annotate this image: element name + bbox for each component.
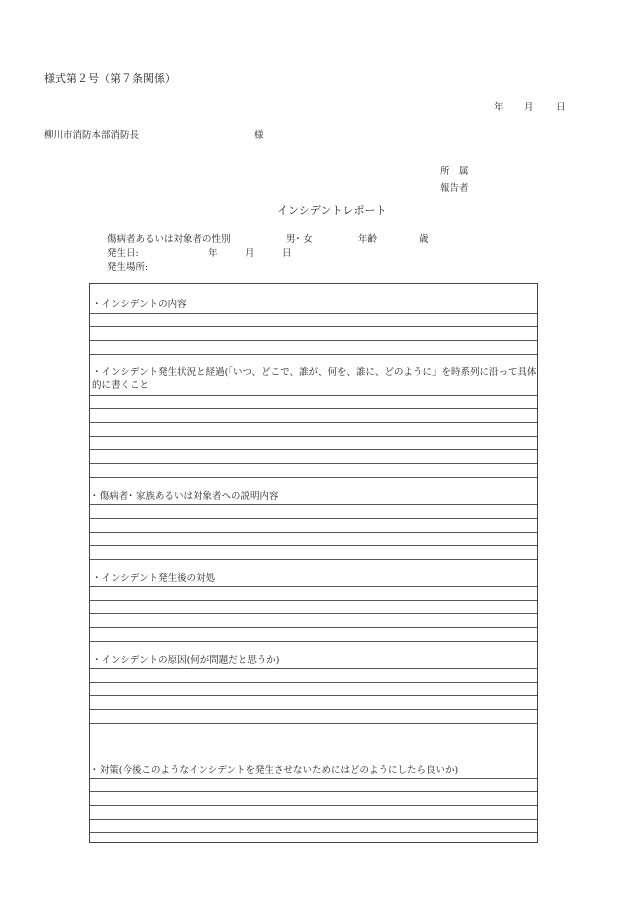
write-line <box>90 436 537 437</box>
write-line <box>90 819 537 820</box>
write-line <box>90 668 537 669</box>
write-line <box>90 532 537 533</box>
write-line <box>90 832 537 833</box>
write-line <box>90 518 537 519</box>
reporter-label: 報告者 <box>440 183 469 194</box>
write-line <box>90 723 537 724</box>
occurrence-date-label: 発生日: <box>107 248 139 259</box>
write-line <box>90 641 537 642</box>
write-line <box>90 791 537 792</box>
write-line <box>90 545 537 546</box>
write-line <box>90 586 537 587</box>
age-unit: 歳 <box>419 234 429 245</box>
write-line <box>90 395 537 396</box>
write-line <box>90 340 537 341</box>
occurrence-place-label: 発生場所: <box>107 262 149 273</box>
section-label-cause: ・インシデントの原因(何が問題だと思うか) <box>92 655 280 666</box>
write-line <box>90 477 537 478</box>
write-line <box>90 613 537 614</box>
write-line <box>90 709 537 710</box>
occurrence-month-label: 月 <box>245 248 255 259</box>
write-line <box>90 313 537 314</box>
write-line <box>90 778 537 779</box>
write-line <box>90 805 537 806</box>
write-line <box>90 422 537 423</box>
report-form-box <box>89 283 538 843</box>
date-day-label: 日 <box>556 102 566 113</box>
write-line <box>90 408 537 409</box>
write-line <box>90 504 537 505</box>
write-line <box>90 354 537 355</box>
write-line <box>90 600 537 601</box>
form-number: 様式第２号（第７条関係） <box>44 72 176 85</box>
date-month-label: 月 <box>524 102 534 113</box>
addressee-honorific: 様 <box>254 130 264 141</box>
write-line <box>90 627 537 628</box>
affiliation-label: 所 属 <box>440 166 469 177</box>
addressee-name: 柳川市消防本部消防長 <box>44 130 140 141</box>
section-label-content: ・インシデントの内容 <box>92 299 187 310</box>
section-label-response: ・インシデント発生後の対処 <box>92 573 216 584</box>
occurrence-year-label: 年 <box>208 248 218 259</box>
write-line <box>90 695 537 696</box>
write-line <box>90 463 537 464</box>
date-year-label: 年 <box>494 102 504 113</box>
gender-options: 男･ 女 <box>286 234 313 245</box>
write-line <box>90 682 537 683</box>
page-title: インシデントレポート <box>277 204 387 217</box>
write-line <box>90 326 537 327</box>
section-label-circumstances: ・インシデント発生状況と経過(「いつ、どこで、誰が、何を、誰に、どのように」を時系列に沿って具体的に書くこと <box>92 367 537 391</box>
write-line <box>90 449 537 450</box>
write-line <box>90 559 537 560</box>
gender-label: 傷病者あるいは対象者の性別 <box>107 234 231 245</box>
section-label-countermeasure: ･ 対策(今後このようなインシデントを発生させないためにはどのようにしたら良いか) <box>92 765 459 776</box>
occurrence-day-label: 日 <box>282 248 292 259</box>
age-label: 年齢 <box>358 234 378 245</box>
section-label-explanation: ･ 傷病者･ 家族あるいは対象者への説明内容 <box>92 491 279 502</box>
